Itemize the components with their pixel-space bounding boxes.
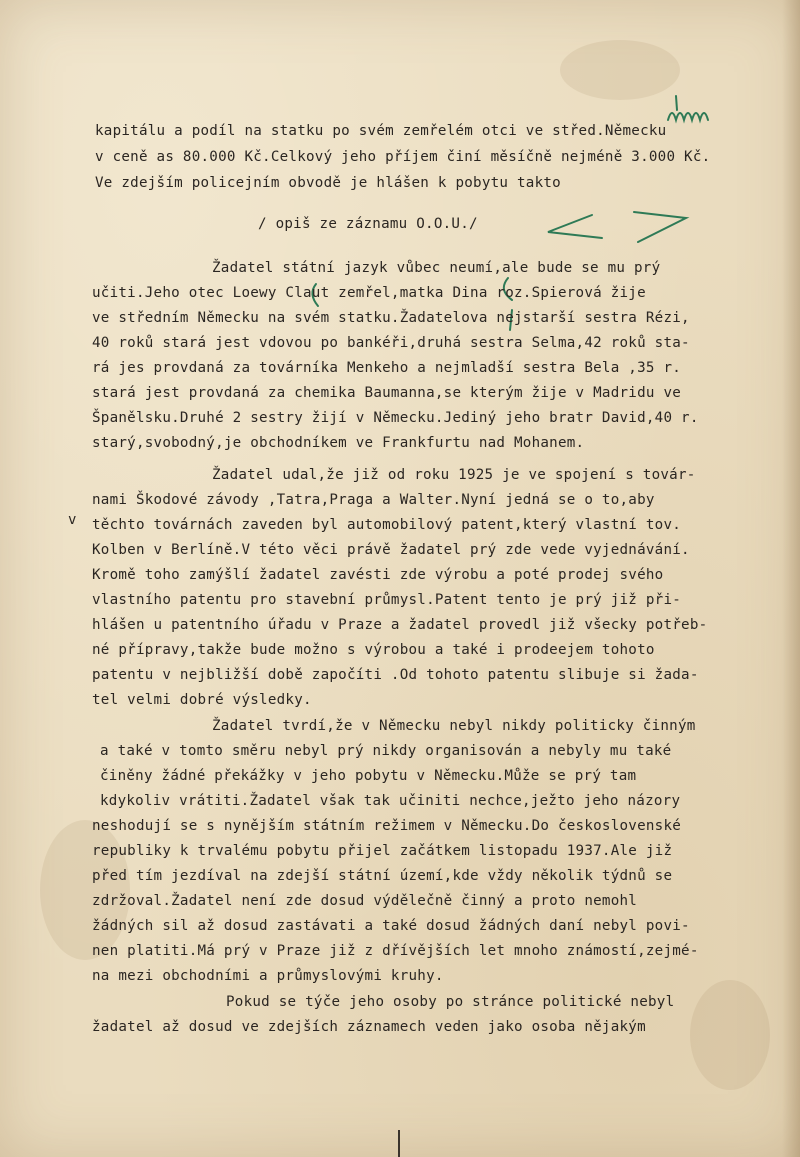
text-line-28: republiky k trvalému pobytu přijel začátkem listopadu 1937.Ale již bbox=[92, 843, 673, 859]
handwritten-less-than-mark bbox=[548, 215, 602, 238]
text-line-02: v ceně as 80.000 Kč.Celkový jeho příjem činí měsíčně nejméně 3.000 Kč. bbox=[95, 149, 711, 165]
handwritten-greater-than-mark bbox=[634, 212, 686, 242]
text-line-33: na mezi obchodními a průmyslovými kruhy. bbox=[92, 968, 444, 984]
text-line-11: Španělsku.Druhé 2 sestry žijí v Německu.Jediný jeho bratr David,40 r. bbox=[92, 410, 699, 426]
text-line-10: stará jest provdaná za chemika Baumanna,se kterým žije v Madridu ve bbox=[92, 385, 682, 401]
text-line-09: rá jes provdaná za továrníka Menkeho a nejmladší sestra Bela ,35 r. bbox=[92, 360, 682, 376]
text-line-record-ref: / opiš ze záznamu O.O.U./ bbox=[258, 216, 478, 232]
text-line-34: Pokud se týče jeho osoby po stránce politické nebyl bbox=[226, 994, 675, 1010]
text-line-14: nami Škodové závody ,Tatra,Praga a Walter.Nyní jedná se o to,aby bbox=[92, 492, 655, 508]
text-line-31: žádných sil až dosud zastávati a také dosud žádných daní nebyl povi- bbox=[92, 918, 690, 934]
text-line-07: ve středním Německu na svém statku.Žadatelova nejstarší sestra Rézi, bbox=[92, 310, 690, 326]
text-line-15: těchto továrnách zaveden byl automobilový patent,který vlastní tov. bbox=[92, 517, 682, 533]
text-line-27: neshodují se s nynějším státním režimem v Německu.Do československé bbox=[92, 818, 682, 834]
text-line-17: Kromě toho zamýšlí žadatel zavésti zde výrobu a poté prodej svého bbox=[92, 567, 664, 583]
text-line-06: učiti.Jeho otec Loewy Claut zemřel,matka Dina roz.Spierová žije bbox=[92, 285, 646, 301]
handwritten-tick-mark bbox=[676, 96, 677, 110]
text-line-08: 40 roků stará jest vdovou po bankéři,druhá sestra Selma,42 roků sta- bbox=[92, 335, 690, 351]
margin-mark: v bbox=[68, 512, 77, 528]
text-line-05: Žadatel státní jazyk vůbec neumí,ale bude se mu prý bbox=[212, 260, 661, 276]
text-line-19: hlášen u patentního úřadu v Praze a žadatel provedl již všecky potřeb- bbox=[92, 617, 708, 633]
text-line-24: a také v tomto směru nebyl prý nikdy organisován a nebyly mu také bbox=[100, 743, 672, 759]
handwritten-mm-mark bbox=[668, 113, 708, 120]
binding-tick-mark bbox=[398, 1130, 400, 1157]
text-line-01: kapitálu a podíl na statku po svém zemřelém otci ve střed.Německu bbox=[95, 123, 667, 139]
text-line-26: kdykoliv vrátiti.Žadatel však tak učiniti nechce,ježto jeho názory bbox=[100, 793, 681, 809]
text-line-12: starý,svobodný,je obchodníkem ve Frankfurtu nad Mohanem. bbox=[92, 435, 585, 451]
text-line-16: Kolben v Berlíně.V této věci právě žadatel prý zde vede vyjednávání. bbox=[92, 542, 690, 558]
text-line-30: zdržoval.Žadatel není zde dosud výdělečně činný a proto nemohl bbox=[92, 893, 638, 909]
text-line-03: Ve zdejším policejním obvodě je hlášen k pobytu takto bbox=[95, 175, 561, 191]
text-line-13: Žadatel udal,že již od roku 1925 je ve spojení s továr- bbox=[212, 467, 696, 483]
text-line-18: vlastního patentu pro stavební průmysl.Patent tento je prý již při- bbox=[92, 592, 682, 608]
text-line-29: před tím jezdíval na zdejší státní území,kde vždy několik týdnů se bbox=[92, 868, 673, 884]
text-line-32: nen platiti.Má prý v Praze již z dřívějších let mnoho známostí,zejmé- bbox=[92, 943, 699, 959]
text-line-20: né přípravy,takže bude možno s výrobou a také i prodeejem tohoto bbox=[92, 642, 655, 658]
text-line-23: Žadatel tvrdí,že v Německu nebyl nikdy politicky činným bbox=[212, 718, 696, 734]
text-line-22: tel velmi dobré výsledky. bbox=[92, 692, 312, 708]
text-line-21: patentu v nejbližší době započíti .Od tohoto patentu slibuje si žada- bbox=[92, 667, 699, 683]
text-line-35: žadatel až dosud ve zdejších záznamech veden jako osoba nějakým bbox=[92, 1019, 646, 1035]
text-line-25: činěny žádné překážky v jeho pobytu v Německu.Může se prý tam bbox=[100, 768, 637, 784]
